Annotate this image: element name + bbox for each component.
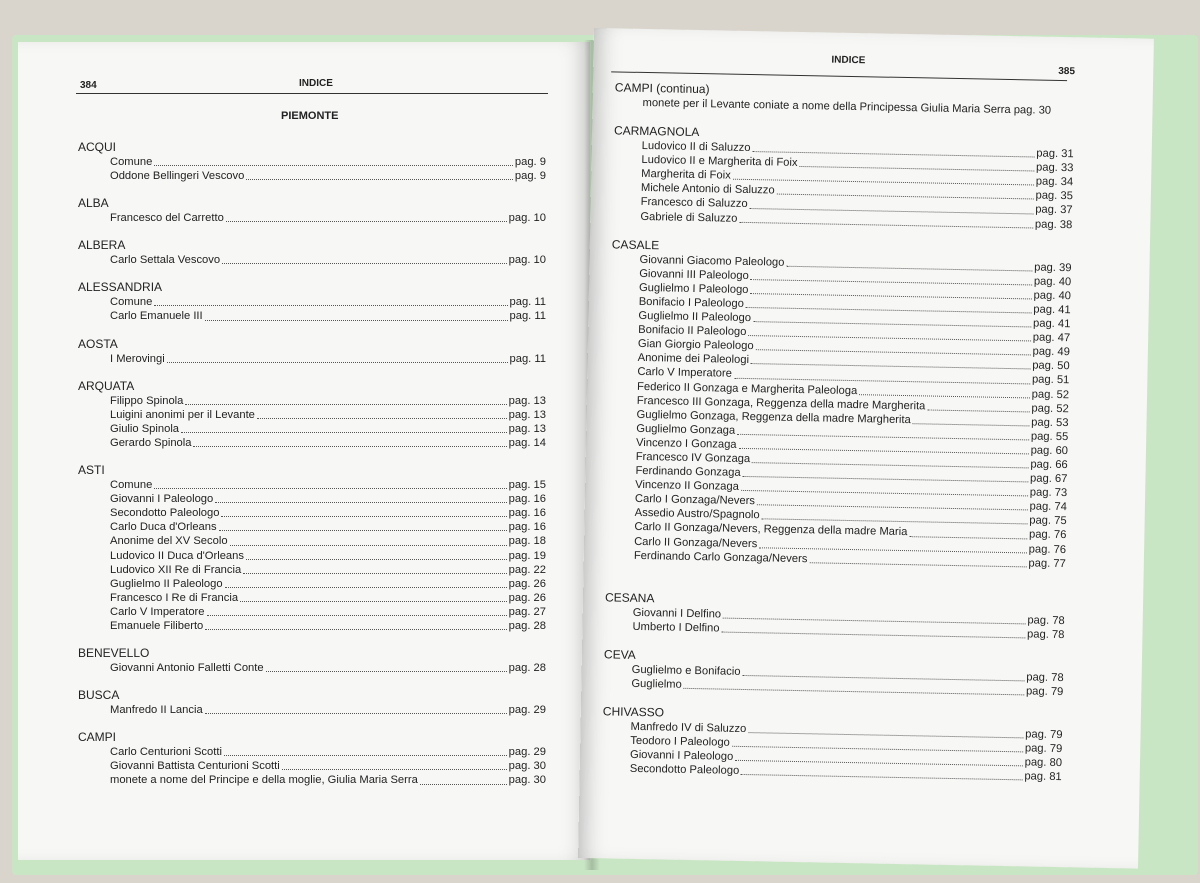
index-entry [78, 169, 546, 183]
leader-dots [193, 446, 506, 447]
entry-title: Michele Antonio di Saluzzo [640, 182, 775, 197]
left-page-number: 384 [80, 80, 97, 91]
leader-dots [205, 320, 508, 321]
left-header-rule [76, 93, 548, 94]
entry-page: pag. 28 [508, 662, 546, 675]
entry-page: pag. 74 [1029, 500, 1067, 514]
leader-dots [240, 601, 507, 602]
entry-page: pag. 81 [1024, 770, 1062, 784]
entry-title: I Merovingi [110, 352, 165, 365]
entry-title: Carlo Duca d'Orleans [110, 521, 217, 534]
entry-title: Carlo Centurioni Scotti [110, 746, 222, 759]
index-entry [78, 394, 546, 408]
leader-dots [207, 615, 507, 616]
index-entry [78, 478, 546, 492]
entry-title: Guglielmo Gonzaga [636, 422, 736, 437]
entry-page: pag. 67 [1029, 472, 1068, 486]
entry-title: Ludovico II e Margherita di Foix [641, 154, 798, 170]
left-page-header: INDICE [299, 78, 333, 89]
entry-title: Federico II Gonzaga e Margherita Paleologa [637, 380, 858, 397]
entry-title: Margherita di Foix [641, 168, 731, 182]
entry-page: pag. 73 [1029, 486, 1068, 500]
index-entry [78, 661, 546, 675]
index-section [78, 730, 546, 787]
entry-page: pag. 16 [508, 521, 546, 534]
entry-page: pag. 38 [1034, 218, 1073, 231]
entry-title: Ferdinando Gonzaga [635, 464, 741, 479]
index-section [78, 238, 546, 267]
entry-page: pag. 16 [508, 507, 546, 520]
section-name: ASTI [78, 463, 105, 478]
entry-title: Manfredo II Lancia [110, 704, 203, 717]
entry-page: pag. 79 [1025, 728, 1063, 742]
entry-title: Teodoro I Paleologo [630, 735, 730, 749]
entry-page: pag. 22 [508, 563, 546, 576]
entry-page: pag. 34 [1035, 175, 1074, 189]
entry-title: Guglielmo e Bonifacio [631, 663, 741, 678]
entry-title: Gabriele di Saluzzo [640, 210, 738, 225]
entry-title: Bonifacio I Paleologo [638, 295, 744, 310]
leader-dots [809, 562, 1026, 567]
entry-title: Secondotto Paleologo [629, 763, 740, 778]
entry-page: pag. 75 [1029, 514, 1067, 528]
entry-page: pag. 76 [1028, 528, 1067, 542]
entry-page: pag. 35 [1035, 189, 1073, 203]
entry-page: pag. 11 [509, 296, 546, 309]
entry-page: pag. 11 [509, 310, 546, 323]
index-section [78, 463, 546, 633]
left-page [18, 42, 590, 860]
index-entry [78, 703, 546, 717]
entry-page: pag. 80 [1024, 756, 1063, 770]
entry-title: Vincenzo I Gonzaga [635, 436, 737, 451]
entry-title: Gian Giorgio Paleologo [637, 338, 754, 353]
entry-page: pag. 26 [508, 591, 546, 604]
leader-dots [420, 784, 507, 785]
index-section [606, 237, 1072, 571]
index-entry [78, 309, 546, 323]
section-name: ACQUI [78, 140, 117, 154]
entry-title: Giovanni Antonio Falletti Conte [110, 662, 264, 675]
leader-dots [154, 305, 507, 306]
leader-dots [205, 713, 507, 714]
entry-page: pag. 9 [514, 156, 546, 168]
entry-page: pag. 47 [1032, 331, 1071, 345]
section-name: BUSCA [78, 688, 120, 703]
leader-dots [224, 755, 507, 756]
entry-title: Umberto I Delfino [632, 620, 720, 635]
leader-dots [909, 536, 1027, 539]
index-entry [78, 773, 546, 787]
entry-title: Guglielmo Gonzaga, Reggenza della madre Margherita [636, 408, 911, 426]
leader-dots [226, 221, 507, 222]
entry-page: pag. 51 [1031, 373, 1070, 387]
index-entry [78, 506, 546, 520]
entry-page: pag. 78 [1027, 614, 1065, 627]
index-entry [78, 619, 546, 633]
entry-title: Francesco di Saluzzo [640, 196, 748, 211]
entry-page: pag. 40 [1033, 275, 1072, 288]
entry-page: pag. 19 [508, 549, 546, 562]
index-entry [78, 422, 546, 436]
leader-dots [230, 545, 507, 546]
index-entry [78, 253, 546, 267]
entry-title: Giovanni Battista Centurioni Scotti [110, 760, 280, 773]
index-section [78, 688, 546, 717]
entry-page: pag. 41 [1032, 317, 1071, 331]
entry-title: Guglielmo II Paleologo [638, 309, 752, 325]
entry-title: Carlo V Imperatore [637, 366, 733, 381]
leader-dots [167, 362, 508, 363]
entry-title: Francesco IV Gonzaga [635, 450, 751, 466]
leader-dots [221, 516, 506, 517]
leader-dots [154, 488, 506, 489]
leader-dots [257, 418, 507, 419]
entry-title: Comune [110, 479, 153, 492]
entry-page: pag. 79 [1025, 685, 1064, 699]
entry-title: Giulio Spinola [110, 422, 180, 435]
entry-title: Guglielmo I Paleologo [638, 281, 749, 296]
section-name: CARMAGNOLA [613, 123, 700, 140]
index-section [78, 280, 546, 323]
index-entry [78, 492, 546, 506]
entry-page: pag. 53 [1031, 416, 1069, 429]
leader-dots [266, 671, 507, 672]
section-name: CASALE [611, 237, 660, 252]
entry-page: pag. 49 [1032, 345, 1070, 359]
section-name: CAMPI [78, 730, 117, 745]
entry-page: pag. 41 [1033, 303, 1071, 317]
entry-page: pag. 40 [1033, 289, 1072, 303]
entry-page: pag. 13 [508, 394, 546, 407]
index-entry [78, 745, 546, 759]
right-page-header: INDICE [831, 54, 866, 67]
entry-title: Francesco del Carretto [110, 212, 224, 225]
section-name: ALBERA [78, 238, 126, 253]
entry-title: Vincenzo II Gonzaga [635, 479, 740, 494]
section-name: ARQUATA [78, 378, 135, 393]
index-section [603, 647, 1064, 699]
leader-dots [154, 165, 513, 166]
entry-title: Carlo I Gonzaga/Nevers [634, 493, 756, 508]
entry-page: pag. 16 [508, 493, 546, 506]
entry-title: Guglielmo II Paleologo [110, 577, 223, 590]
entry-title: Giovanni I Paleologo [110, 493, 214, 506]
entry-page: pag. 79 [1024, 742, 1063, 756]
entry-page: pag. 60 [1030, 444, 1069, 458]
entry-title: Comune [110, 156, 153, 168]
entry-title: Assedio Austro/Spagnolo [634, 507, 760, 522]
entry-title: Filippo Spinola [110, 394, 184, 407]
entry-page: pag. 11 [509, 352, 546, 365]
leader-dots [282, 769, 507, 770]
index-entry [78, 295, 546, 309]
index-entry [78, 534, 546, 548]
index-entry [78, 759, 546, 773]
section-name: ALESSANDRIA [78, 280, 163, 295]
entry-title: Carlo II Gonzaga/Nevers, Reggenza della madre Maria [634, 521, 908, 539]
entry-title: Ludovico XII Re di Francia [110, 563, 242, 576]
entry-title: Comune [110, 296, 153, 309]
section-name: CAMPI (continua) [614, 80, 710, 97]
section-name: AOSTA [78, 336, 118, 351]
section-name: CEVA [603, 647, 636, 662]
entry-page: pag. 14 [508, 436, 546, 449]
leader-dots [741, 774, 1022, 780]
entry-title: Giovanni I Paleologo [629, 749, 734, 764]
entry-title: Anonime del XV Secolo [110, 535, 228, 548]
entry-page: pag. 29 [508, 704, 546, 717]
entry-title: Francesco III Gonzaga, Reggenza della madre Margherita [636, 394, 926, 413]
entry-title: Ferdinando Carlo Gonzaga/Nevers [633, 549, 808, 565]
entry-page: pag. 66 [1030, 458, 1068, 472]
index-entry [78, 549, 546, 563]
entry-title: Giovanni III Paleologo [639, 267, 749, 282]
entry-title: Carlo II Gonzaga/Nevers [634, 535, 758, 550]
index-entry [78, 155, 546, 169]
index-entry [78, 563, 546, 577]
section-name: ALBA [78, 196, 109, 211]
index-entry [78, 352, 546, 366]
leader-dots [684, 688, 1024, 696]
entry-page: pag. 30 [508, 760, 546, 773]
leader-dots [222, 263, 507, 264]
entry-page: pag. 33 [1035, 161, 1074, 175]
entry-page: pag. 27 [508, 605, 546, 618]
leader-dots [246, 559, 507, 560]
entry-title: Luigini anonimi per il Levante [110, 408, 255, 421]
leader-dots [913, 423, 1029, 426]
leader-dots [215, 502, 506, 503]
entry-page: pag. 15 [508, 479, 546, 492]
leader-dots [721, 631, 1025, 638]
entry-page: pag. 52 [1031, 402, 1069, 415]
right-header-rule [611, 71, 1067, 81]
index-entry [78, 436, 546, 450]
entry-page: pag. 39 [1034, 261, 1072, 274]
section-name: CHIVASSO [602, 704, 665, 720]
index-section [614, 80, 1074, 118]
leader-dots [243, 573, 506, 574]
entry-page: pag. 78 [1026, 628, 1065, 641]
entry-title: Giovanni I Delfino [632, 606, 722, 621]
entry-title: Carlo V Imperatore [110, 605, 205, 618]
index-section [78, 337, 546, 366]
entry-page: pag. 77 [1028, 557, 1066, 570]
index-entry [78, 605, 546, 619]
right-page-number: 385 [1058, 65, 1076, 78]
index-section [78, 646, 546, 675]
entry-title: Ludovico II di Saluzzo [641, 140, 751, 155]
entry-page: pag. 78 [1026, 671, 1064, 685]
entry-page: pag. 18 [508, 535, 546, 548]
entry-title: Secondotto Paleologo [110, 507, 220, 520]
entry-title: Giovanni Giacomo Paleologo [639, 253, 785, 269]
leader-dots [219, 530, 507, 531]
entry-title: monete per il Levante coniate a nome della Principessa Giulia Maria Serra pag. 30 [642, 96, 1052, 117]
leader-dots [185, 404, 506, 405]
right-page [578, 28, 1154, 869]
left-page-title: PIEMONTE [281, 110, 339, 122]
right-index-column [602, 80, 1075, 784]
index-section [612, 123, 1074, 231]
index-section [78, 196, 546, 225]
entry-page: pag. 9 [514, 170, 546, 183]
index-section [602, 704, 1063, 784]
entry-title: Oddone Bellingeri Vescovo [110, 170, 245, 183]
entry-page: pag. 13 [508, 422, 546, 435]
index-section [78, 140, 546, 183]
entry-page: pag. 31 [1036, 147, 1074, 161]
entry-title: Guglielmo [631, 677, 682, 691]
entry-title: monete a nome del Principe e della moglie, Giulia Maria Serra [110, 774, 418, 787]
entry-title: Carlo Settala Vescovo [110, 254, 221, 267]
leader-dots [246, 179, 513, 180]
entry-page: pag. 10 [508, 212, 546, 225]
entry-page: pag. 55 [1030, 430, 1069, 443]
entry-title: Manfredo IV di Saluzzo [630, 720, 747, 736]
entry-page: pag. 10 [508, 254, 546, 267]
leader-dots [205, 629, 506, 630]
leader-dots [181, 432, 507, 433]
entry-title: Ludovico II Duca d'Orleans [110, 549, 244, 562]
index-entry [78, 591, 546, 605]
entry-page: pag. 30 [508, 774, 546, 787]
entry-page: pag. 29 [508, 746, 546, 759]
entry-page: pag. 52 [1031, 387, 1070, 401]
index-entry [78, 577, 546, 591]
entry-title: Anonime dei Paleologi [637, 352, 750, 367]
section-name: CESANA [604, 590, 655, 605]
leader-dots [739, 221, 1033, 228]
index-section [78, 379, 546, 450]
entry-page: pag. 50 [1032, 359, 1070, 373]
entry-page: pag. 28 [508, 619, 546, 632]
entry-title: Emanuele Filiberto [110, 619, 204, 632]
entry-title: Francesco I Re di Francia [110, 591, 239, 604]
entry-page: pag. 26 [508, 577, 546, 590]
index-entry [78, 520, 546, 534]
index-entry [78, 408, 546, 422]
entry-page: pag. 13 [508, 408, 546, 421]
entry-title: Gerardo Spinola [110, 436, 192, 449]
entry-page: pag. 76 [1028, 542, 1067, 556]
leader-dots [927, 409, 1029, 412]
entry-title: Bonifacio II Paleologo [638, 324, 747, 339]
entry-page: pag. 37 [1035, 203, 1073, 217]
index-section [604, 590, 1065, 642]
left-index-column [78, 140, 546, 788]
entry-title: Carlo Emanuele III [110, 310, 203, 323]
section-name: BENEVELLO [78, 646, 150, 661]
leader-dots [225, 587, 507, 588]
index-entry [78, 211, 546, 225]
